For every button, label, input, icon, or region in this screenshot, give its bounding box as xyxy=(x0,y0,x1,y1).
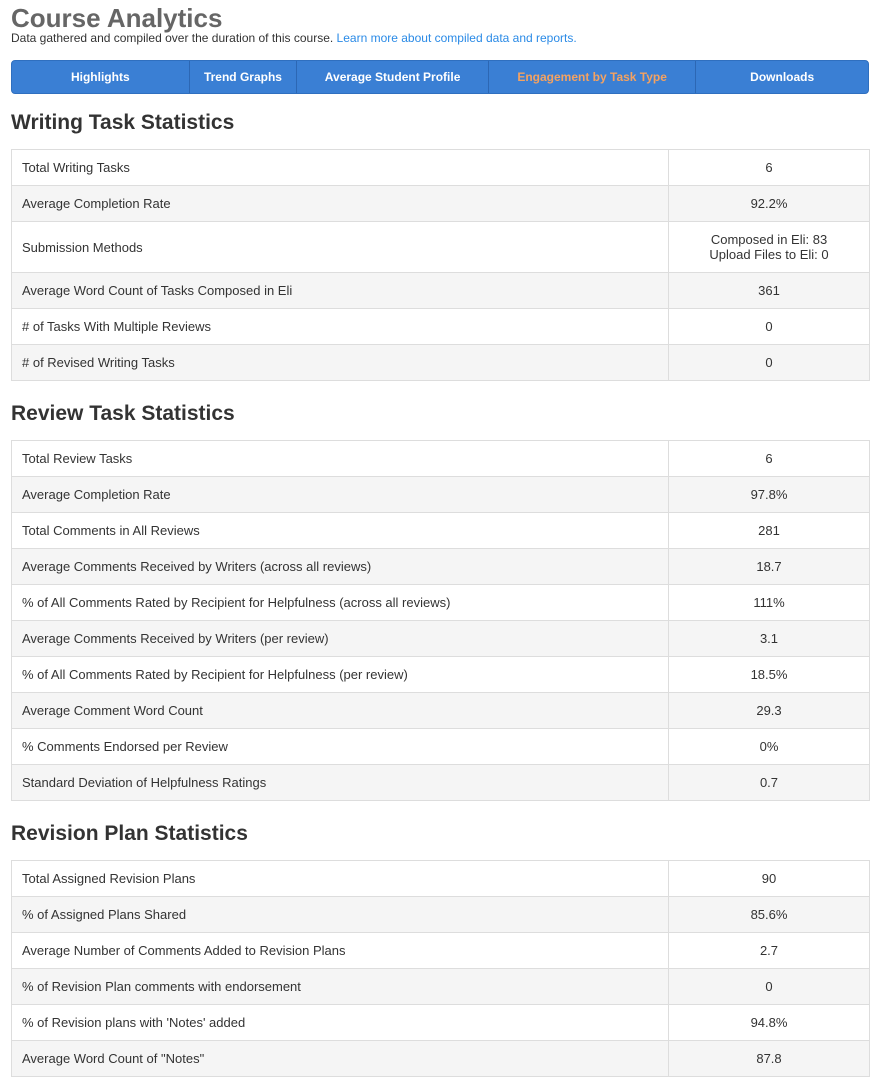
stat-label: % Comments Endorsed per Review xyxy=(12,729,669,765)
stat-label: % of Assigned Plans Shared xyxy=(12,897,669,933)
stat-label: Submission Methods xyxy=(12,222,669,273)
table-row xyxy=(12,150,870,186)
learn-more-link[interactable]: Learn more about compiled data and reports. xyxy=(336,31,577,45)
table-row xyxy=(12,513,870,549)
stat-value: 0.7 xyxy=(669,765,870,801)
table-row xyxy=(12,969,870,1005)
stat-value: 0 xyxy=(669,309,870,345)
stat-label: # of Revised Writing Tasks xyxy=(12,345,669,381)
stat-label: Standard Deviation of Helpfulness Ratings xyxy=(12,765,669,801)
stat-label: % of Revision plans with 'Notes' added xyxy=(12,1005,669,1041)
table-row xyxy=(12,861,870,897)
stat-value: 2.7 xyxy=(669,933,870,969)
stat-value: 0 xyxy=(669,345,870,381)
stat-value: 111% xyxy=(669,585,870,621)
nav-tab-trend-graphs[interactable]: Trend Graphs xyxy=(190,61,298,93)
submission-composed: Composed in Eli: 83 xyxy=(710,232,828,247)
stat-value: 94.8% xyxy=(669,1005,870,1041)
stat-value: 361 xyxy=(669,273,870,309)
stat-label: Average Comment Word Count xyxy=(12,693,669,729)
nav-tab-engagement-by-task-type[interactable]: Engagement by Task Type xyxy=(489,61,697,93)
table-row xyxy=(12,345,870,381)
stat-label: Total Comments in All Reviews xyxy=(12,513,669,549)
stat-label: Total Review Tasks xyxy=(12,441,669,477)
stat-value: 29.3 xyxy=(669,693,870,729)
analytics-nav xyxy=(11,60,869,94)
page-subtitle xyxy=(11,31,577,45)
stat-label: Total Writing Tasks xyxy=(12,150,669,186)
stat-value: 97.8% xyxy=(669,477,870,513)
stat-label: Average Word Count of "Notes" xyxy=(12,1041,669,1077)
table-row xyxy=(12,765,870,801)
table-row xyxy=(12,441,870,477)
stat-value: 92.2% xyxy=(669,186,870,222)
nav-tab-average-student-profile[interactable]: Average Student Profile xyxy=(297,61,489,93)
table-row xyxy=(12,186,870,222)
table-row xyxy=(12,1041,870,1077)
stat-value: 6 xyxy=(669,441,870,477)
table-row xyxy=(12,585,870,621)
stat-value: 0 xyxy=(669,969,870,1005)
stat-label: Average Comments Received by Writers (per review) xyxy=(12,621,669,657)
nav-tab-downloads[interactable]: Downloads xyxy=(750,70,815,84)
stat-label: % of All Comments Rated by Recipient for Helpfulness (across all reviews) xyxy=(12,585,669,621)
table-row xyxy=(12,1005,870,1041)
stat-label: Average Comments Received by Writers (across all reviews) xyxy=(12,549,669,585)
review-stats-table xyxy=(11,440,870,801)
stat-label: % of All Comments Rated by Recipient for Helpfulness (per review) xyxy=(12,657,669,693)
table-row xyxy=(12,897,870,933)
stat-value: 90 xyxy=(669,861,870,897)
nav-tab-highlights[interactable]: Highlights xyxy=(12,61,190,93)
submission-uploaded: Upload Files to Eli: 0 xyxy=(709,247,829,262)
table-row xyxy=(12,309,870,345)
writing-stats-table xyxy=(11,149,870,381)
stat-value: 87.8 xyxy=(669,1041,870,1077)
stat-value: 3.1 xyxy=(669,621,870,657)
stat-label: % of Revision Plan comments with endorsement xyxy=(12,969,669,1005)
subtitle-text: Data gathered and compiled over the duration of this course. xyxy=(11,31,334,45)
writing-section-heading: Writing Task Statistics xyxy=(11,111,235,134)
stat-value: 18.7 xyxy=(669,549,870,585)
revision-section-heading: Revision Plan Statistics xyxy=(11,822,248,845)
stat-label: Average Number of Comments Added to Revision Plans xyxy=(12,933,669,969)
stat-label: Average Completion Rate xyxy=(12,186,669,222)
table-row xyxy=(12,222,870,273)
review-section-heading: Review Task Statistics xyxy=(11,402,235,425)
table-row xyxy=(12,657,870,693)
stat-value xyxy=(669,222,870,273)
stat-label: Average Word Count of Tasks Composed in Eli xyxy=(12,273,669,309)
stat-value: 85.6% xyxy=(669,897,870,933)
stat-value: 18.5% xyxy=(669,657,870,693)
stat-label: Total Assigned Revision Plans xyxy=(12,861,669,897)
table-row xyxy=(12,621,870,657)
table-row xyxy=(12,549,870,585)
table-row xyxy=(12,477,870,513)
revision-stats-table xyxy=(11,860,870,1077)
table-row xyxy=(12,729,870,765)
table-row xyxy=(12,933,870,969)
page-title: Course Analytics xyxy=(11,3,223,33)
stat-value: 281 xyxy=(669,513,870,549)
stat-value: 6 xyxy=(669,150,870,186)
stat-label: # of Tasks With Multiple Reviews xyxy=(12,309,669,345)
stat-label: Average Completion Rate xyxy=(12,477,669,513)
table-row xyxy=(12,693,870,729)
table-row xyxy=(12,273,870,309)
stat-value: 0% xyxy=(669,729,870,765)
